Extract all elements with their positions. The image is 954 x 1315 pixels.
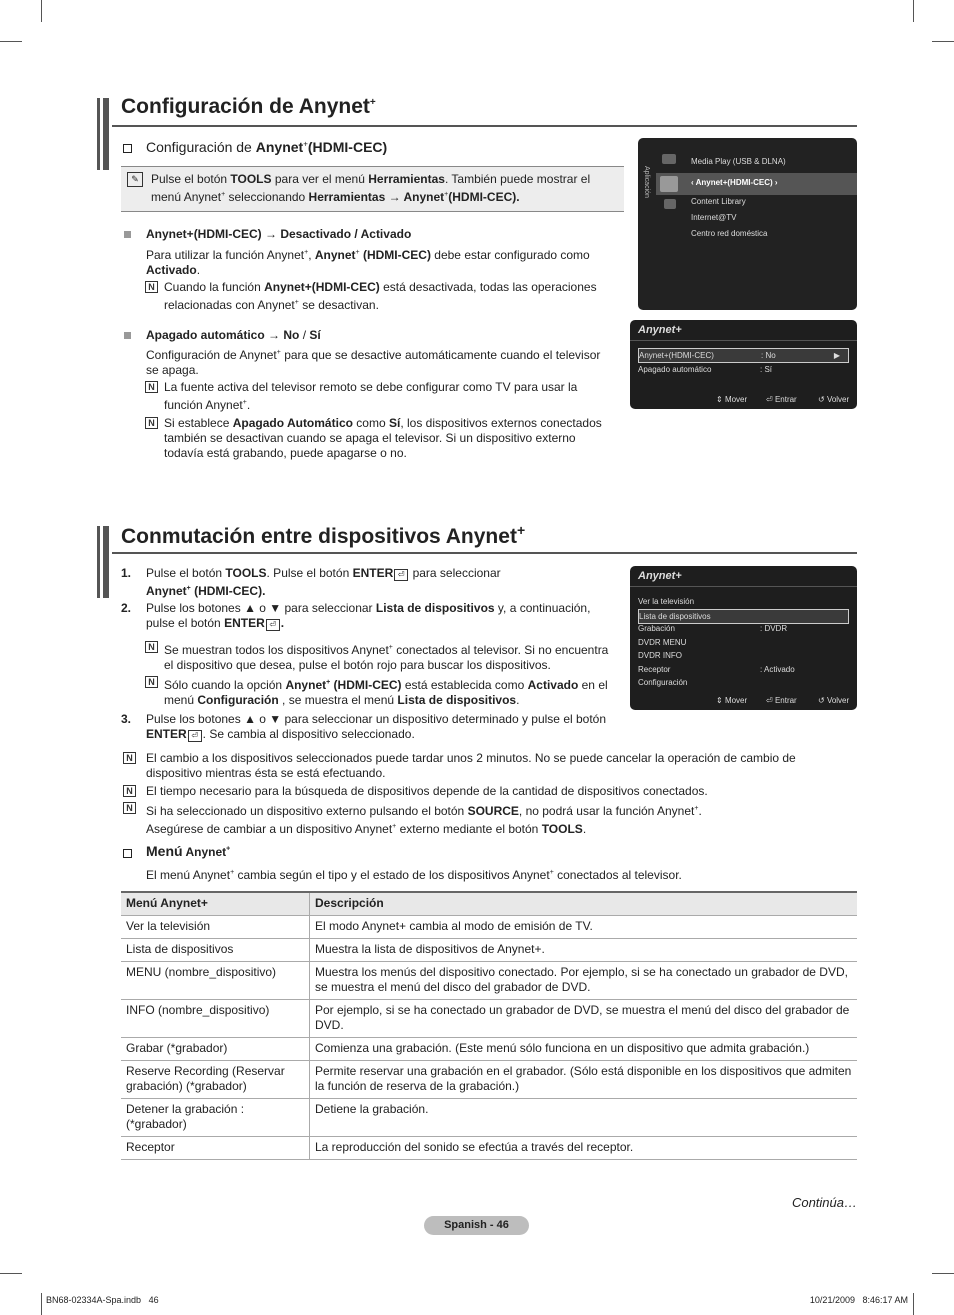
note-text: Cuando la función Anynet+(HDMI-CEC) está desactivada, todas las operaciones relacionadas con Anynet+ se desactivan. bbox=[164, 280, 597, 312]
note-icon: N bbox=[145, 417, 158, 429]
anynet-logo: Anynet+ bbox=[638, 570, 682, 582]
crop-mark bbox=[913, 1293, 914, 1315]
section-bar bbox=[97, 98, 100, 170]
enter-icon: ⏎ bbox=[394, 569, 408, 581]
footer-move: ⇕ Mover bbox=[716, 395, 748, 404]
table-header-cell: Descripción bbox=[310, 892, 858, 916]
tv-screen-anynet-setup bbox=[630, 320, 857, 409]
crop-mark bbox=[0, 1273, 22, 1274]
table-header-row bbox=[121, 892, 857, 916]
step-number: 1. bbox=[121, 566, 132, 580]
enter-icon: ⏎ bbox=[266, 619, 280, 631]
table-cell: Permite reservar una grabación en el grabador. (Sólo está disponible en los dispositivos que admiten la función de reserva de la grabación.) bbox=[310, 1061, 858, 1099]
enter-icon: ⏎ bbox=[188, 730, 202, 742]
section-bar bbox=[97, 526, 100, 598]
menu-row-selected[interactable]: Anynet+(HDMI-CEC) : No ▶ bbox=[638, 348, 849, 363]
footer-move: ⇕ Mover bbox=[716, 696, 748, 705]
menu-row-selected[interactable]: Lista de dispositivos bbox=[638, 609, 849, 624]
checkbox-bullet bbox=[123, 849, 132, 858]
anynet-menu-table bbox=[121, 891, 857, 1160]
table-cell: Grabar (*grabador) bbox=[121, 1038, 310, 1061]
menu-item[interactable]: Centro red doméstica bbox=[691, 229, 768, 238]
app-icon bbox=[664, 199, 676, 209]
square-bullet bbox=[124, 332, 131, 339]
table-cell: Detener la grabación : (*grabador) bbox=[121, 1099, 310, 1137]
section-rule bbox=[112, 552, 857, 554]
item-heading: Apagado automático → No / Sí bbox=[146, 328, 321, 342]
step-text: Pulse los botones ▲ o ▼ para seleccionar Lista de dispositivos y, a continuación, pulse el botón ENTER ⏎ . bbox=[146, 601, 591, 630]
table-row bbox=[121, 939, 857, 962]
menu-row[interactable]: Grabación : DVDR bbox=[638, 624, 788, 633]
item-text: Configuración de Anynet+ para que se desactive automáticamente cuando el televisor se apaga. bbox=[146, 348, 601, 377]
table-row bbox=[121, 962, 857, 1000]
note-text: Se muestran todos los dispositivos Anynet+ conectados al televisor. Si no encuentra el dispositivo que desea, pulse el botón rojo para buscar los dispositivos. bbox=[164, 643, 609, 672]
step-text: Pulse los botones ▲ o ▼ para seleccionar un dispositivo determinado y pulse el botón ENTER ⏎ . Se cambia al dispositivo seleccionado. bbox=[146, 712, 607, 741]
table-header-cell: Menú Anynet+ bbox=[121, 892, 310, 916]
section-title: Configuración de Anynet+ bbox=[121, 95, 376, 118]
menu-description: El menú Anynet+ cambia según el tipo y el estado de los dispositivos Anynet+ conectados al televisor. bbox=[146, 868, 682, 882]
tools-text: Pulse el botón TOOLS para ver el menú Herramientas. También puede mostrar el menú Anynet+ seleccionando Herramientas → Anynet+(HDMI-CEC). bbox=[151, 172, 591, 204]
section-bar bbox=[103, 526, 109, 598]
divider bbox=[630, 586, 857, 587]
tv-screen-anynet-menu bbox=[630, 566, 857, 710]
note-text: Sólo cuando la opción Anynet+ (HDMI-CEC) está establecida como Activado en el menú Configuración , se muestra el menú Lista de dispositivos. bbox=[164, 678, 608, 707]
item-heading: Anynet+(HDMI-CEC) → Desactivado / Activado bbox=[146, 227, 412, 241]
footer-enter: ⏎ Entrar bbox=[766, 395, 797, 404]
table-row bbox=[121, 1000, 857, 1038]
table-cell: La reproducción del sonido se efectúa a través del receptor. bbox=[310, 1137, 858, 1160]
tools-icon: ✎ bbox=[127, 172, 143, 187]
subsection-title: Configuración de Anynet+(HDMI-CEC) bbox=[146, 139, 388, 155]
step-number: 3. bbox=[121, 712, 132, 726]
note-text: El tiempo necesario para la búsqueda de dispositivos depende de la cantidad de dispositivos conectados. bbox=[146, 784, 708, 798]
table-cell: MENU (nombre_dispositivo) bbox=[121, 962, 310, 1000]
table-cell: Detiene la grabación. bbox=[310, 1099, 858, 1137]
table-cell: Muestra los menús del dispositivo conectado. Por ejemplo, si se ha conectado un grabador de DVD, se muestra el menú del disco del grabador de DVD. bbox=[310, 962, 858, 1000]
menu-item[interactable]: Content Library bbox=[691, 197, 746, 206]
app-icon bbox=[662, 154, 676, 164]
section-bar bbox=[103, 98, 109, 170]
step-number: 2. bbox=[121, 601, 132, 615]
continua-label: Continúa… bbox=[791, 1195, 857, 1210]
note-text: Si ha seleccionado un dispositivo externo pulsando el botón SOURCE, no podrá usar la función Anynet+. Asegúrese de cambiar a un dispositivo Anynet+ externo mediante el botón TOOLS. bbox=[146, 804, 702, 836]
menu-row[interactable]: Configuración bbox=[638, 678, 688, 687]
step-text: Pulse el botón TOOLS. Pulse el botón ENTER ⏎ para seleccionar Anynet+ (HDMI-CEC). bbox=[146, 566, 501, 598]
divider bbox=[630, 340, 857, 341]
note-icon: N bbox=[145, 641, 158, 653]
table-cell: INFO (nombre_dispositivo) bbox=[121, 1000, 310, 1038]
app-icon bbox=[660, 176, 678, 192]
file-info: BN68-02334A-Spa.indb 46 bbox=[46, 1295, 159, 1305]
footer-return: ↺ Volver bbox=[818, 395, 850, 404]
table-row bbox=[121, 916, 857, 939]
print-date: 10/21/2009 8:46:17 AM bbox=[809, 1295, 908, 1305]
table-cell: Ver la televisión bbox=[121, 916, 310, 939]
tv-screen-application-menu bbox=[638, 138, 857, 310]
section-rule bbox=[112, 125, 857, 127]
page-number-badge: Spanish - 46 bbox=[424, 1216, 529, 1235]
table-row bbox=[121, 1099, 857, 1137]
menu-row[interactable]: Receptor : Activado bbox=[638, 665, 795, 674]
menu-item[interactable]: Internet@TV bbox=[691, 213, 737, 222]
crop-mark bbox=[41, 1293, 42, 1315]
table-row bbox=[121, 1061, 857, 1099]
menu-row[interactable]: Ver la televisión bbox=[638, 597, 695, 606]
table-cell: Lista de dispositivos bbox=[121, 939, 310, 962]
note-icon: N bbox=[145, 676, 158, 688]
item-text: Para utilizar la función Anynet+, Anynet+ (HDMI-CEC) debe estar configurado como Activado. bbox=[146, 248, 590, 277]
crop-mark bbox=[913, 0, 914, 22]
menu-row[interactable]: DVDR MENU bbox=[638, 638, 687, 647]
menu-item[interactable]: Media Play (USB & DLNA) bbox=[691, 157, 786, 166]
note-text: El cambio a los dispositivos seleccionados puede tardar unos 2 minutos. No se puede cancelar la operación de cambio de dispositivo mientras ésta se está efectuando. bbox=[146, 751, 796, 780]
crop-mark bbox=[41, 0, 42, 22]
table-cell: Muestra la lista de dispositivos de Anynet+. bbox=[310, 939, 858, 962]
table-row bbox=[121, 1137, 857, 1160]
table-cell: Receptor bbox=[121, 1137, 310, 1160]
section-title: Conmutación entre dispositivos Anynet+ bbox=[121, 522, 526, 548]
crop-mark bbox=[0, 41, 22, 42]
menu-row[interactable]: Apagado automático : Sí bbox=[638, 365, 773, 374]
crop-mark bbox=[932, 41, 954, 42]
note-icon: N bbox=[123, 785, 136, 797]
side-label: Aplicación bbox=[643, 166, 650, 198]
note-icon: N bbox=[145, 381, 158, 393]
menu-item-selected[interactable]: ‹ Anynet+(HDMI-CEC) › bbox=[691, 178, 778, 187]
table-cell: Reserve Recording (Reservar grabación) (*grabador) bbox=[121, 1061, 310, 1099]
note-icon: N bbox=[145, 281, 158, 293]
note-text: Si establece Apagado Automático como Sí, los dispositivos externos conectados también se desactivan cuando se apaga el televisor. Si un dispositivo externo todavía está grabando, puede apagarse o no. bbox=[164, 416, 602, 460]
checkbox-bullet bbox=[123, 144, 132, 153]
anynet-logo: Anynet+ bbox=[638, 324, 682, 336]
table-cell: El modo Anynet+ cambia al modo de emisión de TV. bbox=[310, 916, 858, 939]
note-icon: N bbox=[123, 752, 136, 764]
subsection-title: Menú Anynet+ bbox=[146, 843, 231, 859]
table-row bbox=[121, 1038, 857, 1061]
table-cell: Comienza una grabación. (Este menú sólo funciona en un dispositivo que admita grabación.) bbox=[310, 1038, 858, 1061]
footer-enter: ⏎ Entrar bbox=[766, 696, 797, 705]
table-cell: Por ejemplo, si se ha conectado un grabador de DVD, se muestra el menú del disco del grabador de DVD. bbox=[310, 1000, 858, 1038]
crop-mark bbox=[932, 1273, 954, 1274]
menu-row[interactable]: DVDR INFO bbox=[638, 651, 682, 660]
footer-return: ↺ Volver bbox=[818, 696, 850, 705]
note-icon: N bbox=[123, 802, 136, 814]
note-text: La fuente activa del televisor remoto se debe configurar como TV para usar la función Anynet+. bbox=[164, 380, 578, 412]
square-bullet bbox=[124, 231, 131, 238]
